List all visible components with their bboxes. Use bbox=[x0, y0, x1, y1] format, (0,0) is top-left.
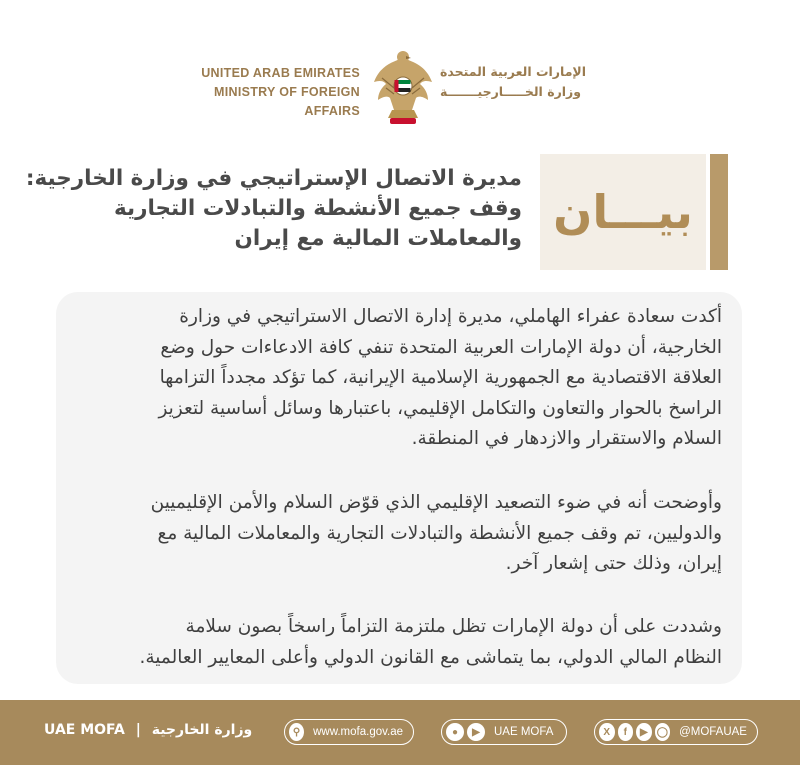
paragraph-line: السلام والاستقرار والازدهار في المنطقة. bbox=[411, 428, 722, 449]
paragraph-line: أكدت سعادة عفراء الهاملي، مديرة إدارة الاتصال الاستراتيجي في وزارة bbox=[179, 306, 722, 327]
facebook-icon[interactable]: f bbox=[618, 723, 634, 741]
footer-brand-ar: وزارة الخارجية bbox=[151, 722, 253, 738]
paragraph-line: الراسخ بالحوار والتعاون والتكامل الإقليمي، باعتبارها وسائل أساسية لتعزيز bbox=[158, 397, 722, 419]
letterhead-arabic bbox=[440, 62, 650, 102]
statement-badge bbox=[540, 154, 728, 270]
channel-link[interactable] bbox=[441, 719, 567, 745]
social-handle: @MOFAUAE bbox=[679, 726, 747, 738]
paragraph-2 bbox=[72, 488, 722, 580]
badge-accent-bar bbox=[710, 154, 728, 270]
country-name-en: UNITED ARAB EMIRATES bbox=[201, 66, 360, 80]
footer-separator: | bbox=[135, 722, 141, 738]
flickr-icon: ● bbox=[446, 723, 464, 741]
letterhead bbox=[0, 44, 800, 134]
paragraph-line: إيران، وذلك حتى إشعار آخر. bbox=[505, 553, 722, 574]
search-globe-icon: ⚲ bbox=[289, 723, 304, 741]
social-links[interactable] bbox=[594, 719, 758, 745]
ministry-name-ar: وزارة الخـــــارجيـــــــة bbox=[440, 84, 582, 99]
paragraph-line: الخارجية، أن دولة الإمارات العربية المتحدة تنفي كافة الادعاءات حول وضع bbox=[160, 336, 722, 358]
x-icon[interactable]: X bbox=[599, 723, 615, 741]
paragraph-line: وشددت على أن دولة الإمارات تظل ملتزمة التزاماً راسخاً بصون سلامة bbox=[185, 616, 722, 637]
instagram-icon[interactable]: ◯ bbox=[655, 723, 671, 741]
headline-line: والمعاملات المالية مع إيران bbox=[234, 226, 522, 251]
channel-text: UAE MOFA bbox=[494, 726, 554, 738]
website-text: www.mofa.gov.ae bbox=[313, 726, 403, 738]
uae-falcon-emblem-icon bbox=[372, 48, 434, 126]
footer-bar bbox=[0, 700, 800, 765]
country-name-ar: الإمارات العربية المتحدة bbox=[440, 64, 587, 79]
headline bbox=[22, 164, 522, 254]
play-icon: ▶ bbox=[467, 723, 485, 741]
website-link[interactable] bbox=[284, 719, 414, 745]
headline-line: مديرة الاتصال الإستراتيجي في وزارة الخارجية: bbox=[25, 166, 522, 191]
footer-brand bbox=[44, 722, 252, 738]
paragraph-line: النظام المالي الدولي، بما يتماشى مع القانون الدولي وأعلى المعايير العالمية. bbox=[139, 646, 722, 668]
badge-label: بيـــان bbox=[553, 185, 693, 239]
ministry-name-en: MINISTRY OF FOREIGN AFFAIRS bbox=[214, 85, 360, 118]
paragraph-3 bbox=[72, 612, 722, 673]
youtube-icon[interactable]: ▶ bbox=[636, 723, 652, 741]
footer-brand-en: UAE MOFA bbox=[44, 722, 125, 738]
paragraph-line: وأوضحت أنه في ضوء التصعيد الإقليمي الذي قوّض السلام والأمن الإقليميين bbox=[150, 492, 722, 513]
letterhead-english bbox=[160, 64, 360, 121]
headline-line: وقف جميع الأنشطة والتبادلات التجارية bbox=[113, 196, 522, 221]
paragraph-line: العلاقة الاقتصادية مع الجمهورية الإسلامية الإيرانية، كما تؤكد مجدداً التزامها bbox=[159, 367, 722, 388]
paragraph-1 bbox=[72, 302, 722, 455]
paragraph-line: والدوليين، تم وقف جميع الأنشطة والتبادلات التجارية والمعاملات المالية مع bbox=[157, 522, 722, 544]
